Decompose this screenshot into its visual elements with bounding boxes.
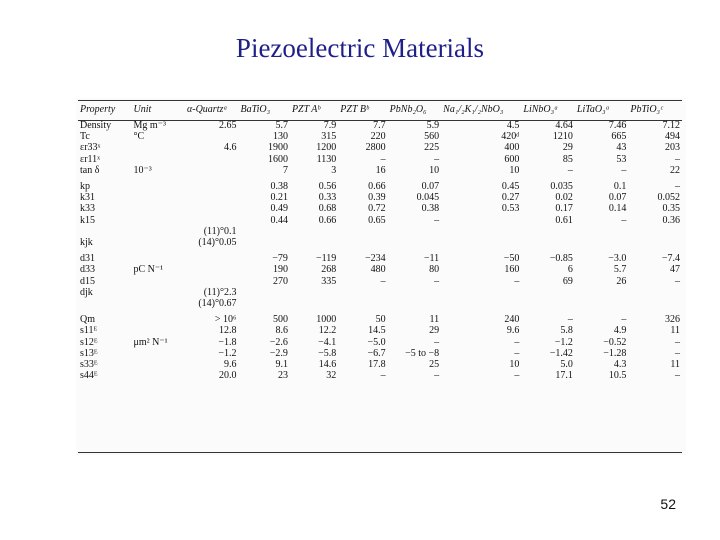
value-cell: −1.2	[218, 347, 237, 359]
value-cell: 14.5	[368, 325, 386, 337]
value-cell: 5.9	[426, 120, 440, 131]
table-header-row	[78, 103, 682, 120]
value-cell: 335	[321, 275, 337, 287]
value-cell: 23	[277, 370, 288, 382]
value-cell	[628, 287, 682, 298]
value-cell	[185, 215, 239, 226]
unit-cell	[132, 226, 186, 237]
col-header: Unit	[133, 104, 152, 115]
property-cell: Density	[80, 120, 112, 131]
table-row	[78, 348, 682, 359]
value-cell: 1210	[552, 131, 573, 143]
value-cell: 4.6	[224, 142, 237, 154]
value-cell: –	[567, 314, 573, 326]
value-cell: 0.66	[318, 214, 337, 226]
value-cell: 69	[562, 275, 573, 287]
value-cell: 1600	[267, 153, 288, 165]
value-cell: 50	[375, 314, 386, 326]
col-header: α-Quartzᵃ	[187, 104, 228, 115]
property-cell: tan δ	[80, 164, 100, 176]
unit-cell	[132, 192, 186, 203]
value-cell: 22	[670, 164, 680, 176]
value-cell: (11)°0.1	[203, 225, 237, 237]
value-cell: 0.44	[270, 214, 288, 226]
value-cell: −0.85	[549, 253, 573, 265]
value-cell: 0.21	[270, 192, 288, 204]
value-cell: 85	[562, 153, 573, 165]
unit-cell	[132, 237, 186, 248]
table-row	[78, 287, 682, 298]
value-cell: 12.8	[219, 325, 237, 337]
value-cell: –	[380, 370, 386, 382]
value-cell: (11)°2.3	[203, 286, 237, 298]
property-cell: Qm	[80, 314, 95, 326]
value-cell: 4.64	[555, 120, 573, 131]
value-cell: (14)°0.67	[198, 298, 237, 310]
value-cell: 190	[272, 264, 288, 276]
col-header: LiNbO₃ᵃ	[523, 104, 559, 115]
value-cell	[290, 237, 338, 248]
value-cell: 43	[616, 142, 627, 154]
value-cell: 1130	[316, 153, 337, 165]
value-cell	[628, 298, 682, 309]
unit-cell	[132, 203, 186, 214]
value-cell: 4.5	[506, 120, 520, 131]
table-row	[78, 203, 682, 214]
value-cell: 665	[611, 131, 627, 143]
value-cell: 11	[670, 325, 680, 337]
unit-cell: pC N⁻¹	[133, 264, 164, 276]
unit-cell: Mg m⁻³	[133, 120, 166, 131]
unit-cell	[132, 215, 186, 226]
value-cell	[441, 226, 521, 237]
value-cell: 7.12	[662, 120, 680, 131]
value-cell: −1.8	[218, 336, 237, 348]
property-cell: εr11ˣ	[80, 153, 101, 165]
value-cell: 0.33	[318, 192, 337, 204]
value-cell: 32	[326, 370, 337, 382]
value-cell: –	[514, 275, 520, 287]
value-cell: −1.2	[554, 336, 573, 348]
value-cell: 240	[504, 314, 520, 326]
value-cell: 480	[370, 264, 386, 276]
value-cell: 53	[616, 153, 627, 165]
value-cell: −119	[316, 253, 337, 265]
value-cell: 1200	[316, 142, 337, 154]
page-number: 52	[660, 496, 676, 512]
value-cell: −5.0	[367, 336, 386, 348]
value-cell: 0.035	[550, 181, 573, 193]
value-cell: 0.39	[368, 192, 386, 204]
table-row	[78, 314, 682, 325]
value-cell: 11	[670, 359, 680, 371]
property-cell: Tc	[80, 131, 90, 143]
value-cell: 0.35	[662, 203, 680, 215]
value-cell: 9.6	[506, 325, 520, 337]
value-cell	[185, 253, 239, 264]
value-cell: 20.0	[219, 370, 237, 382]
value-cell: 9.1	[275, 359, 288, 371]
value-cell: 2800	[365, 142, 386, 154]
value-cell: 7.7	[373, 120, 386, 131]
value-cell: –	[567, 164, 573, 176]
value-cell: 5.0	[560, 359, 573, 371]
value-cell	[521, 237, 575, 248]
value-cell: 29	[429, 325, 440, 337]
value-cell	[338, 237, 387, 248]
value-cell: 5.8	[560, 325, 573, 337]
value-cell: −1.28	[603, 347, 627, 359]
property-cell: k33	[80, 203, 95, 215]
unit-cell	[132, 287, 186, 298]
value-cell: 6	[567, 264, 573, 276]
value-cell	[185, 264, 239, 275]
value-cell: 0.17	[555, 203, 573, 215]
table-row	[78, 253, 682, 264]
value-cell: 17.8	[368, 359, 386, 371]
value-cell: 0.72	[368, 203, 386, 215]
value-cell: –	[621, 314, 627, 326]
value-cell: 0.49	[270, 203, 288, 215]
value-cell: (14)°0.05	[198, 237, 237, 249]
value-cell: 0.53	[501, 203, 520, 215]
value-cell	[388, 287, 442, 298]
value-cell: 10	[429, 164, 440, 176]
value-cell: −5.8	[318, 347, 337, 359]
unit-cell	[132, 181, 186, 192]
value-cell	[521, 298, 575, 309]
value-cell	[290, 226, 338, 237]
col-header: PbTiO₃ᶜ	[630, 104, 663, 115]
value-cell: 160	[504, 264, 520, 276]
value-cell: −50	[503, 253, 520, 265]
value-cell: 26	[616, 275, 627, 287]
value-cell	[185, 203, 239, 214]
value-cell: 0.38	[421, 203, 440, 215]
value-cell: 0.1	[613, 181, 627, 193]
value-cell	[239, 237, 290, 248]
value-cell: 560	[424, 131, 440, 143]
col-header: LiTaO₃ᵃ	[576, 104, 610, 115]
value-cell: 4.3	[613, 359, 627, 371]
value-cell: 315	[321, 131, 337, 143]
value-cell: 14.6	[318, 359, 337, 371]
table-row	[78, 165, 682, 176]
value-cell: −2.9	[269, 347, 288, 359]
value-cell: 0.045	[416, 192, 440, 204]
property-cell	[78, 298, 132, 309]
table-row	[78, 325, 682, 336]
value-cell	[521, 226, 575, 237]
value-cell: –	[434, 153, 440, 165]
unit-cell	[132, 359, 186, 370]
value-cell: 7.46	[608, 120, 627, 131]
value-cell: 0.07	[608, 192, 627, 204]
table-row	[78, 370, 682, 381]
value-cell: 80	[429, 264, 440, 276]
unit-cell: °C	[133, 131, 145, 143]
property-cell: kjk	[80, 237, 93, 249]
value-cell: −234	[365, 253, 386, 265]
value-cell	[338, 298, 387, 309]
value-cell: –	[514, 370, 520, 382]
table-row	[78, 264, 682, 275]
value-cell	[185, 276, 239, 287]
value-cell: 220	[370, 131, 386, 143]
property-cell: s33ᴱ	[80, 359, 98, 371]
property-cell: s13ᴱ	[80, 347, 98, 359]
value-cell: –	[434, 214, 440, 226]
value-cell	[575, 287, 629, 298]
table-bottom-rule	[78, 452, 682, 453]
table-row	[78, 237, 682, 248]
value-cell: 130	[272, 131, 288, 143]
unit-cell	[132, 370, 186, 381]
table-body	[78, 120, 682, 381]
table-row	[78, 131, 682, 142]
property-cell: d33	[80, 264, 95, 276]
value-cell: 10	[509, 359, 520, 371]
value-cell: 0.07	[421, 181, 440, 193]
value-cell: 400	[504, 142, 520, 154]
value-cell: 5.7	[275, 120, 288, 131]
value-cell	[441, 215, 521, 226]
value-cell: 0.66	[368, 181, 386, 193]
value-cell	[388, 226, 442, 237]
value-cell: 225	[424, 142, 440, 154]
unit-cell	[132, 348, 186, 359]
col-header: Property	[80, 104, 116, 115]
value-cell: –	[675, 153, 680, 165]
value-cell: 268	[321, 264, 337, 276]
property-cell	[78, 226, 132, 237]
value-cell: 0.02	[555, 192, 573, 204]
value-cell: 1900	[267, 142, 288, 154]
col-header: BaTiO₃	[240, 104, 271, 115]
value-cell: 0.65	[368, 214, 386, 226]
property-cell: s11ᴱ	[80, 325, 98, 337]
unit-cell	[132, 276, 186, 287]
value-cell: –	[514, 347, 520, 359]
table-row	[78, 181, 682, 192]
value-cell: –	[675, 275, 680, 287]
value-cell	[185, 154, 239, 165]
value-cell: 9.6	[224, 359, 237, 371]
value-cell: 326	[665, 314, 680, 326]
value-cell: 10	[509, 164, 520, 176]
value-cell	[239, 298, 290, 309]
value-cell	[290, 287, 338, 298]
value-cell	[185, 165, 239, 176]
value-cell: > 10⁶	[214, 314, 237, 326]
value-cell	[575, 298, 629, 309]
table-row	[78, 215, 682, 226]
value-cell	[338, 226, 387, 237]
value-cell: 16	[375, 164, 386, 176]
value-cell	[441, 237, 521, 248]
value-cell: −3.0	[608, 253, 627, 265]
value-cell: −0.52	[603, 336, 627, 348]
value-cell: 29	[562, 142, 573, 154]
value-cell	[185, 181, 239, 192]
value-cell: –	[675, 370, 680, 382]
unit-cell	[132, 325, 186, 336]
value-cell	[239, 287, 290, 298]
value-cell: 270	[272, 275, 288, 287]
value-cell: –	[675, 336, 680, 348]
value-cell: 600	[504, 153, 520, 165]
col-header: PZT Aᵇ	[291, 104, 321, 115]
value-cell: −1.42	[549, 347, 573, 359]
value-cell: −11	[423, 253, 440, 265]
value-cell: –	[675, 181, 680, 193]
value-cell	[290, 298, 338, 309]
value-cell: −79	[272, 253, 288, 265]
value-cell: –	[621, 164, 627, 176]
table-row	[78, 154, 682, 165]
value-cell: 0.38	[270, 181, 288, 193]
property-cell: d15	[80, 275, 95, 287]
value-cell: –	[434, 275, 440, 287]
value-cell: 25	[429, 359, 440, 371]
property-cell: d31	[80, 253, 95, 265]
value-cell: 2.65	[219, 120, 237, 131]
value-cell	[441, 287, 521, 298]
value-cell: 494	[665, 131, 680, 143]
slide-title: Piezoelectric Materials	[235, 33, 485, 63]
value-cell	[628, 237, 682, 248]
value-cell: 11	[429, 314, 440, 326]
value-cell	[185, 192, 239, 203]
value-cell: −2.6	[269, 336, 288, 348]
value-cell	[388, 298, 442, 309]
table-row	[78, 226, 682, 237]
value-cell: 420ᵈ	[501, 131, 520, 143]
value-cell: 0.56	[318, 181, 337, 193]
table-row	[78, 192, 682, 203]
col-header: PbNb₂O₆	[389, 104, 427, 115]
value-cell: 0.45	[501, 181, 520, 193]
value-cell: 10.5	[608, 370, 627, 382]
value-cell: 7.9	[323, 120, 337, 131]
value-cell: –	[380, 153, 386, 165]
value-cell: −4.1	[318, 336, 337, 348]
value-cell: –	[621, 214, 627, 226]
unit-cell	[132, 253, 186, 264]
value-cell: −7.4	[661, 253, 680, 265]
value-cell: −5 to −8	[405, 347, 440, 359]
property-cell: djk	[80, 286, 93, 298]
value-cell: 47	[670, 264, 680, 276]
unit-cell: μm² N⁻¹	[133, 336, 168, 348]
value-cell	[185, 131, 239, 142]
value-cell	[521, 287, 575, 298]
value-cell	[575, 237, 629, 248]
property-cell: k15	[80, 214, 95, 226]
value-cell: 0.61	[555, 214, 573, 226]
value-cell: 0.36	[662, 214, 680, 226]
col-header: PZT Bᵇ	[340, 104, 369, 115]
unit-cell	[132, 298, 186, 309]
property-cell: s44ᴱ	[80, 370, 98, 382]
table-row	[78, 142, 682, 153]
value-cell: 1000	[316, 314, 337, 326]
value-cell	[441, 298, 521, 309]
property-cell: kp	[80, 181, 90, 193]
table-row	[78, 298, 682, 309]
unit-cell	[132, 154, 186, 165]
unit-cell	[132, 314, 186, 325]
value-cell: 0.27	[501, 192, 520, 204]
value-cell	[338, 287, 387, 298]
table-row	[78, 337, 682, 348]
value-cell: 8.6	[275, 325, 288, 337]
piezo-properties-table	[78, 103, 682, 381]
value-cell: 4.9	[613, 325, 627, 337]
unit-cell: 10⁻³	[133, 164, 152, 176]
value-cell: 7	[282, 164, 288, 176]
value-cell: 3	[331, 164, 337, 176]
value-cell: –	[675, 347, 680, 359]
table-row	[78, 120, 682, 131]
value-cell: 0.052	[657, 192, 680, 204]
unit-cell	[132, 142, 186, 153]
value-cell	[239, 226, 290, 237]
value-cell: 17.1	[555, 370, 573, 382]
table-row	[78, 359, 682, 370]
property-cell: s12ᴱ	[80, 336, 98, 348]
value-cell: 0.68	[318, 203, 337, 215]
value-cell: 500	[272, 314, 288, 326]
property-cell: εr33ˣ	[80, 142, 101, 154]
value-cell: 203	[665, 142, 680, 154]
table-row	[78, 276, 682, 287]
value-cell: –	[434, 336, 440, 348]
value-cell	[628, 226, 682, 237]
table-top-rule	[78, 100, 682, 101]
value-cell	[388, 237, 442, 248]
value-cell: 0.14	[608, 203, 627, 215]
value-cell: –	[514, 336, 520, 348]
value-cell: –	[380, 275, 386, 287]
value-cell: −6.7	[367, 347, 386, 359]
value-cell: –	[434, 370, 440, 382]
property-cell: k31	[80, 192, 95, 204]
value-cell: 5.7	[613, 264, 627, 276]
value-cell: 12.2	[318, 325, 337, 337]
col-header: Na₁/₂K₁/₂NbO₃	[443, 104, 504, 115]
value-cell	[575, 226, 629, 237]
